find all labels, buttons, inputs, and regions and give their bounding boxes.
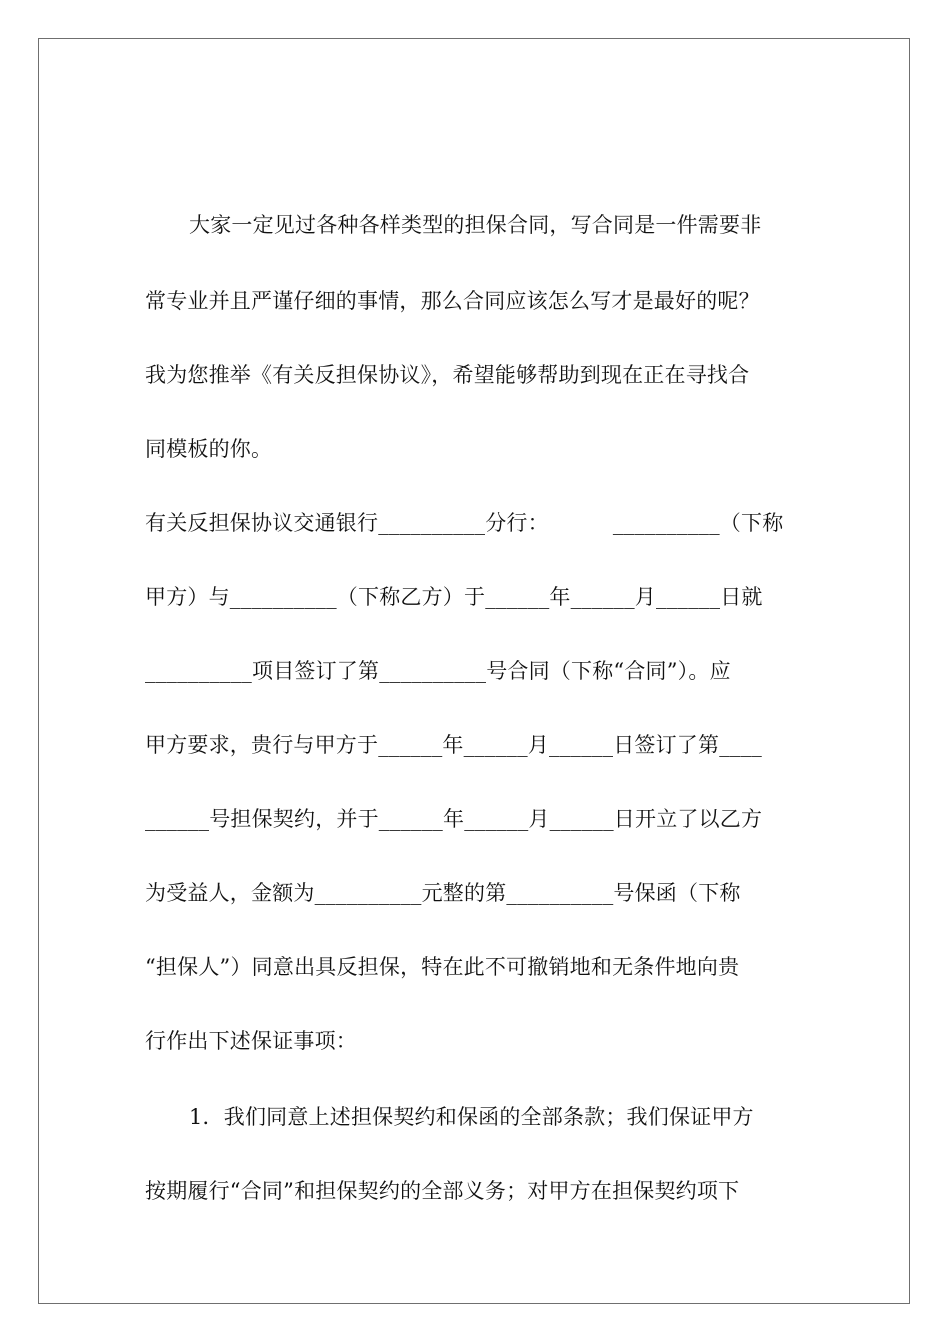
paragraph-line-3: 我为您推举《有关反担保协议》，希望能够帮助到现在正在寻找合 bbox=[145, 363, 750, 387]
paragraph-line-6: 甲方）与__________（下称乙方）于______年______月______日就 bbox=[145, 585, 763, 609]
paragraph-line-4: 同模板的你。 bbox=[145, 437, 273, 461]
paragraph-line-10: 为受益人，金额为__________元整的第__________号保函（下称 bbox=[145, 881, 741, 905]
agreement-title-line bbox=[145, 509, 783, 537]
paragraph-line-8: 甲方要求，贵行与甲方于______年______月______日签订了第____ bbox=[145, 733, 762, 757]
paragraph-line-11: “担保人”）同意出具反担保，特在此不可撤销地和无条件地向贵 bbox=[145, 955, 740, 979]
agreement-title-suffix: __________（下称 bbox=[612, 511, 784, 535]
paragraph-line-7: __________项目签订了第__________号合同（下称“合同”）。应 bbox=[145, 659, 731, 683]
paragraph-line-12: 行作出下述保证事项： bbox=[145, 1029, 357, 1053]
agreement-title-text: 有关反担保协议交通银行__________分行： bbox=[145, 511, 549, 535]
paragraph-line-2: 常专业并且严谨仔细的事情，那么合同应该怎么写才是最好的呢？ bbox=[145, 289, 760, 313]
paragraph-line-1: 大家一定见过各种各样类型的担保合同，写合同是一件需要非 bbox=[189, 213, 762, 237]
clause-1-line-1: 1．我们同意上述担保契约和保函的全部条款；我们保证甲方 bbox=[189, 1105, 754, 1129]
clause-1-line-2: 按期履行“合同”和担保契约的全部义务；对甲方在担保契约项下 bbox=[145, 1179, 740, 1203]
paragraph-line-9: ______号担保契约，并于______年______月______日开立了以乙方 bbox=[145, 807, 763, 831]
